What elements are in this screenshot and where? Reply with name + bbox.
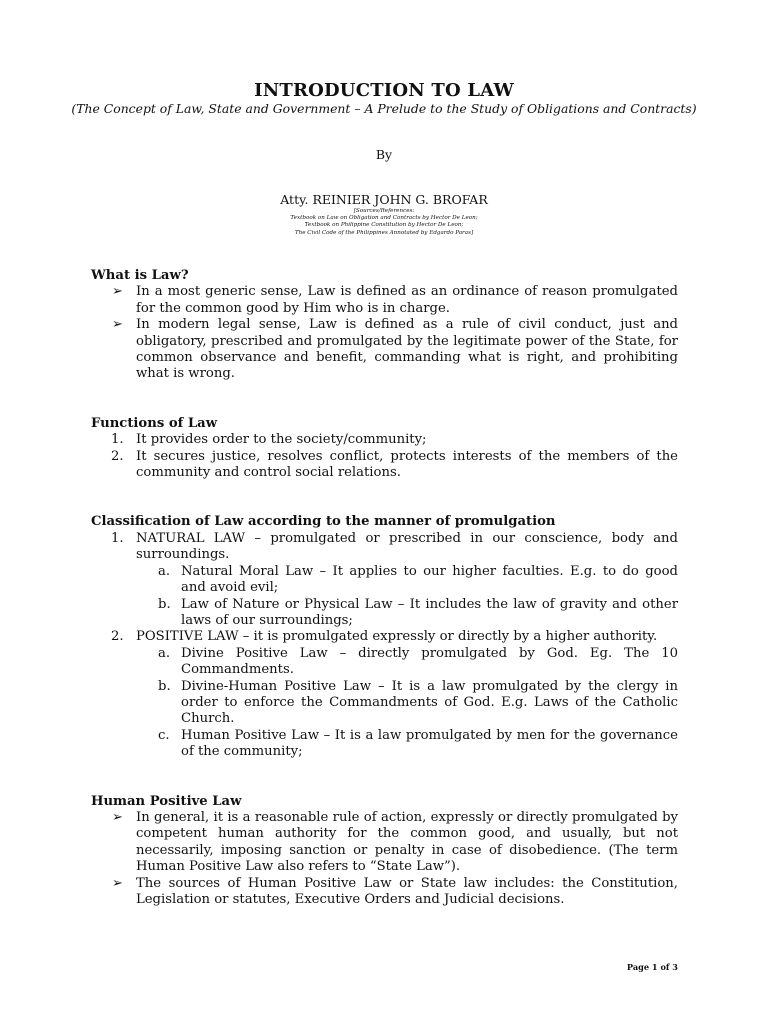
bullet-list — [91, 810, 678, 908]
list-number: 1. — [111, 530, 124, 546]
list-item — [91, 531, 678, 629]
document-title: INTRODUCTION TO LAW — [254, 80, 514, 101]
document-subtitle: (The Concept of Law, State and Government – A Prelude to the Study of Obligations and Contracts) — [71, 101, 697, 116]
sub-list-item-text: Human Positive Law – It is a law promulgated by men for the governance of the community; — [181, 727, 678, 760]
list-item — [91, 876, 678, 909]
sub-list-item-text: Law of Nature or Physical Law – It includes the law of gravity and other laws of our surroundings; — [181, 596, 678, 628]
author-name: Atty. REINIER JOHN G. BROFAR — [280, 192, 488, 207]
arrow-bullet-icon: ➢ — [112, 284, 124, 300]
list-letter: b. — [158, 596, 171, 612]
list-item-text: In modern legal sense, Law is defined as a rule of civil conduct, just and obligatory, prescribed and promulgated by the legitimate power of the State, for common observance and benefit, commanding what is right, and prohibiting what is wrong. — [136, 317, 678, 382]
sub-list-item — [136, 646, 678, 679]
list-item — [91, 317, 678, 383]
numbered-list — [91, 432, 678, 481]
list-item-text: It provides order to the society/community; — [136, 432, 427, 448]
source-line: The Civil Code of the Philippines Annotated by Edgardo Paras] — [294, 229, 474, 236]
list-letter: b. — [158, 678, 171, 694]
list-item-text: NATURAL LAW – promulgated or prescribed in our conscience, body and surroundings. — [136, 530, 678, 563]
section-heading: What is Law? — [91, 268, 189, 283]
sub-list-item — [136, 597, 678, 630]
list-item — [91, 432, 678, 448]
section-heading: Functions of Law — [91, 415, 218, 431]
lettered-list — [136, 646, 678, 761]
list-item — [91, 284, 678, 317]
list-letter: a. — [158, 645, 171, 661]
section-what-is-law — [91, 268, 678, 383]
section-human-positive-law — [91, 794, 678, 909]
source-line: Textbook on Law on Obligation and Contracts by Hector De Leon; — [290, 215, 478, 222]
list-number: 2. — [111, 629, 124, 645]
bullet-list — [91, 284, 678, 382]
arrow-bullet-icon: ➢ — [112, 317, 124, 333]
page-number: Page 1 of 3 — [626, 962, 678, 972]
list-letter: a. — [158, 563, 171, 579]
sub-list-item-text: Divine-Human Positive Law – It is a law promulgated by the clergy in order to enforce the Commandments of God. E.g. Laws of the Catholic Church. — [181, 678, 678, 727]
document-body — [91, 268, 678, 941]
source-line: [Sources/References: — [353, 208, 415, 214]
section-classification — [91, 514, 678, 760]
list-number: 1. — [111, 432, 124, 448]
section-functions-of-law — [91, 416, 678, 482]
sub-list-item-text: Divine Positive Law – directly promulgated by God. Eg. The 10 Commandments. — [181, 645, 678, 678]
list-number: 2. — [111, 448, 124, 464]
list-item-text: In a most generic sense, Law is defined as an ordinance of reason promulgated for the common good by Him who is in charge. — [136, 284, 678, 316]
sub-list-item — [136, 564, 678, 597]
lettered-list — [136, 564, 678, 630]
arrow-bullet-icon: ➢ — [112, 875, 124, 891]
sub-list-item — [136, 679, 678, 728]
by-line: By — [375, 147, 393, 162]
list-item-text: It secures justice, resolves conflict, protects interests of the members of the community and control social relations. — [136, 448, 678, 481]
list-item — [91, 810, 678, 876]
list-item — [91, 629, 678, 760]
numbered-list — [91, 531, 678, 761]
section-heading: Classification of Law according to the manner of promulgation — [91, 514, 556, 530]
arrow-bullet-icon: ➢ — [112, 809, 124, 825]
sources-block — [0, 208, 768, 237]
sub-list-item — [136, 728, 678, 761]
sub-list-item-text: Natural Moral Law – It applies to our higher faculties. E.g. to do good and avoid evil; — [181, 563, 678, 596]
list-item-text: In general, it is a reasonable rule of action, expressly or directly promulgated by competent human authority for the common good, and usually, but not necessarily, imposing sanction or penalty in case of disobedience. (The term Human Positive Law also refers to “State Law”). — [136, 809, 678, 875]
list-item — [91, 449, 678, 482]
list-item-text: POSITIVE LAW – it is promulgated expressly or directly by a higher authority. — [136, 629, 658, 645]
list-letter: c. — [158, 727, 170, 743]
source-line: Textbook on Philippine Constitution by Hector De Leon; — [304, 222, 464, 229]
section-heading: Human Positive Law — [91, 793, 242, 809]
list-item-text: The sources of Human Positive Law or State law includes: the Constitution, Legislation or statutes, Executive Orders and Judicial decisions. — [136, 875, 678, 907]
